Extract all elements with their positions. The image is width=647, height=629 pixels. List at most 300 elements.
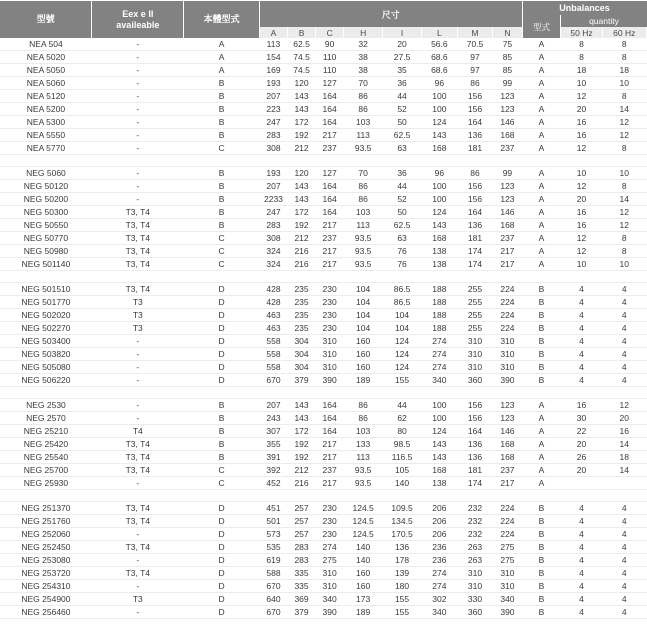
dim-h-cell: 160	[344, 580, 383, 593]
dim-m-cell: 255	[457, 322, 493, 335]
dim-a-cell: 169	[259, 64, 287, 77]
model-cell: NEA 5120	[0, 90, 92, 103]
dim-n-cell: 310	[493, 348, 522, 361]
dim-i-cell: 155	[383, 606, 422, 619]
dim-h-cell: 160	[344, 567, 383, 580]
dim-a-cell: 283	[259, 129, 287, 142]
dim-b-cell: 172	[288, 116, 316, 129]
dim-a-cell: 223	[259, 103, 287, 116]
unbalance-type-cell: B	[522, 361, 561, 374]
dim-a-cell: 2233	[259, 193, 287, 206]
spacer-cell	[184, 271, 260, 283]
dim-m-cell: 310	[457, 361, 493, 374]
qty-60hz-cell: 4	[602, 335, 646, 348]
dim-i-cell: 124	[383, 361, 422, 374]
dim-n-cell: 310	[493, 361, 522, 374]
dim-i-cell: 170.5	[383, 528, 422, 541]
dim-b-cell: 216	[288, 258, 316, 271]
spacer-cell	[493, 387, 522, 399]
model-cell: NEG 502270	[0, 322, 92, 335]
body-type-cell: B	[184, 193, 260, 206]
dim-b-cell: 304	[288, 361, 316, 374]
dim-m-cell: 164	[457, 206, 493, 219]
spacer-cell	[259, 271, 287, 283]
dim-i-cell: 62	[383, 412, 422, 425]
qty-50hz-cell: 22	[561, 425, 602, 438]
dim-n-cell: 99	[493, 167, 522, 180]
qty-50hz-cell: 16	[561, 399, 602, 412]
body-type-cell: A	[184, 38, 260, 51]
qty-50hz-cell: 16	[561, 129, 602, 142]
dim-n-cell: 310	[493, 580, 522, 593]
dim-a-cell: 535	[259, 541, 287, 554]
qty-60hz-cell: 4	[602, 374, 646, 387]
qty-50hz-cell: 30	[561, 412, 602, 425]
dim-b-cell: 335	[288, 580, 316, 593]
dim-n-cell: 275	[493, 541, 522, 554]
dim-l-cell: 236	[422, 541, 458, 554]
spec-table	[0, 1, 647, 619]
dim-b-cell: 120	[288, 167, 316, 180]
body-type-cell: C	[184, 232, 260, 245]
table-row	[0, 296, 647, 309]
eex-cell: T3, T4	[92, 567, 184, 580]
table-row	[0, 464, 647, 477]
dim-c-cell: 275	[316, 554, 344, 567]
dim-b-cell: 235	[288, 296, 316, 309]
dim-l-cell: 236	[422, 554, 458, 567]
eex-cell: -	[92, 193, 184, 206]
eex-cell: -	[92, 580, 184, 593]
spacer-cell	[522, 387, 561, 399]
unbalance-type-cell: A	[522, 451, 561, 464]
eex-cell: -	[92, 116, 184, 129]
qty-50hz-cell: 16	[561, 219, 602, 232]
dim-a-cell: 588	[259, 567, 287, 580]
spacer-cell	[561, 155, 602, 167]
body-type-cell: A	[184, 51, 260, 64]
dim-h-cell: 124.5	[344, 502, 383, 515]
dim-c-cell: 230	[316, 515, 344, 528]
dim-a-cell: 391	[259, 451, 287, 464]
unbalance-type-cell: A	[522, 438, 561, 451]
dim-n-cell: 123	[493, 399, 522, 412]
dim-c-cell: 164	[316, 103, 344, 116]
dim-n-cell: 123	[493, 103, 522, 116]
table-row	[0, 219, 647, 232]
unbalance-type-cell: A	[522, 167, 561, 180]
eex-cell: T3, T4	[92, 438, 184, 451]
unbalance-type-cell: A	[522, 232, 561, 245]
group-spacer	[0, 271, 647, 283]
table-row	[0, 593, 647, 606]
qty-60hz-cell: 8	[602, 232, 646, 245]
dim-a-cell: 558	[259, 335, 287, 348]
qty-60hz-cell: 12	[602, 116, 646, 129]
dim-n-cell: 310	[493, 335, 522, 348]
eex-cell: T3, T4	[92, 515, 184, 528]
dim-l-cell: 274	[422, 580, 458, 593]
eex-cell: -	[92, 180, 184, 193]
dim-a-cell: 501	[259, 515, 287, 528]
dim-m-cell: 174	[457, 477, 493, 490]
dim-c-cell: 217	[316, 219, 344, 232]
dim-a-cell: 573	[259, 528, 287, 541]
unbalance-type-cell: B	[522, 567, 561, 580]
unbalance-type-cell: B	[522, 348, 561, 361]
dim-l-cell: 188	[422, 322, 458, 335]
dim-i-cell: 27.5	[383, 51, 422, 64]
dim-l-cell: 100	[422, 180, 458, 193]
dim-i-cell: 155	[383, 374, 422, 387]
spacer-cell	[344, 490, 383, 502]
dim-i-cell: 136	[383, 541, 422, 554]
group-spacer	[0, 155, 647, 167]
dim-a-cell: 451	[259, 502, 287, 515]
qty-60hz-cell: 4	[602, 580, 646, 593]
dim-a-cell: 154	[259, 51, 287, 64]
dim-c-cell: 127	[316, 167, 344, 180]
spacer-cell	[184, 155, 260, 167]
dim-l-cell: 124	[422, 425, 458, 438]
dim-l-cell: 340	[422, 374, 458, 387]
unbalance-type-cell: B	[522, 515, 561, 528]
table-row	[0, 580, 647, 593]
spacer-cell	[316, 155, 344, 167]
table-row	[0, 309, 647, 322]
dim-h-cell: 104	[344, 309, 383, 322]
dim-l-cell: 340	[422, 606, 458, 619]
dim-m-cell: 360	[457, 606, 493, 619]
dim-h-cell: 86	[344, 412, 383, 425]
qty-50hz-cell: 4	[561, 593, 602, 606]
dim-i-cell: 63	[383, 232, 422, 245]
qty-50hz-cell: 4	[561, 322, 602, 335]
dim-i-cell: 76	[383, 245, 422, 258]
dim-b-cell: 235	[288, 322, 316, 335]
dim-h-cell: 70	[344, 167, 383, 180]
dim-col-header: N	[493, 27, 522, 38]
qty-60hz-cell: 4	[602, 309, 646, 322]
dim-a-cell: 324	[259, 245, 287, 258]
body-type-cell: A	[184, 64, 260, 77]
dim-l-cell: 96	[422, 77, 458, 90]
model-cell: NEG 25700	[0, 464, 92, 477]
dim-c-cell: 164	[316, 206, 344, 219]
spec-table-body	[0, 38, 647, 619]
spacer-cell	[493, 155, 522, 167]
eex-cell: T3, T4	[92, 283, 184, 296]
dim-a-cell: 558	[259, 348, 287, 361]
dim-b-cell: 235	[288, 283, 316, 296]
eex-cell: -	[92, 64, 184, 77]
dim-a-cell: 324	[259, 258, 287, 271]
dim-c-cell: 274	[316, 541, 344, 554]
dim-n-cell: 224	[493, 322, 522, 335]
eex-cell: -	[92, 335, 184, 348]
dim-i-cell: 52	[383, 193, 422, 206]
dim-m-cell: 136	[457, 219, 493, 232]
dim-c-cell: 390	[316, 374, 344, 387]
table-row	[0, 206, 647, 219]
spacer-cell	[522, 490, 561, 502]
dim-n-cell: 168	[493, 438, 522, 451]
body-type-cell: D	[184, 528, 260, 541]
dim-i-cell: 76	[383, 258, 422, 271]
table-row	[0, 399, 647, 412]
dim-a-cell: 283	[259, 219, 287, 232]
spacer-cell	[457, 490, 493, 502]
dim-c-cell: 390	[316, 606, 344, 619]
eex-header: Eex e II availeable	[92, 1, 184, 38]
dim-i-cell: 50	[383, 116, 422, 129]
body-type-cell: B	[184, 451, 260, 464]
dim-m-cell: 174	[457, 258, 493, 271]
dim-h-cell: 189	[344, 606, 383, 619]
eex-cell: -	[92, 103, 184, 116]
qty-50hz-cell: 16	[561, 116, 602, 129]
qty-60hz-cell: 8	[602, 90, 646, 103]
table-row	[0, 412, 647, 425]
dim-l-cell: 274	[422, 335, 458, 348]
unbalance-type-cell: A	[522, 90, 561, 103]
unbalance-type-cell: A	[522, 116, 561, 129]
dim-b-cell: 369	[288, 593, 316, 606]
dim-i-cell: 124	[383, 348, 422, 361]
dim-a-cell: 392	[259, 464, 287, 477]
table-row	[0, 322, 647, 335]
dim-h-cell: 133	[344, 438, 383, 451]
qty-60hz-cell: 10	[602, 167, 646, 180]
table-row	[0, 258, 647, 271]
dim-c-cell: 230	[316, 309, 344, 322]
spacer-cell	[92, 387, 184, 399]
unbalance-type-cell: B	[522, 541, 561, 554]
dim-n-cell: 390	[493, 374, 522, 387]
dim-n-cell: 85	[493, 51, 522, 64]
dim-b-cell: 212	[288, 142, 316, 155]
eex-cell: -	[92, 554, 184, 567]
dim-h-cell: 86	[344, 103, 383, 116]
spacer-cell	[288, 490, 316, 502]
dim-col-header: M	[457, 27, 493, 38]
dim-a-cell: 247	[259, 206, 287, 219]
spacer-cell	[184, 387, 260, 399]
dim-c-cell: 230	[316, 283, 344, 296]
qty-60hz-cell	[602, 477, 646, 490]
spacer-cell	[92, 155, 184, 167]
unbalance-type-cell: B	[522, 283, 561, 296]
body-type-cell: D	[184, 515, 260, 528]
group-spacer	[0, 387, 647, 399]
dim-c-cell: 230	[316, 322, 344, 335]
table-row	[0, 425, 647, 438]
unbalance-type-cell: A	[522, 425, 561, 438]
eex-cell: T3, T4	[92, 451, 184, 464]
dim-m-cell: 156	[457, 412, 493, 425]
unbalance-type-cell: A	[522, 193, 561, 206]
dim-n-cell: 217	[493, 245, 522, 258]
unbalance-type-cell: A	[522, 464, 561, 477]
body-type-cell: B	[184, 90, 260, 103]
table-row	[0, 374, 647, 387]
spacer-cell	[0, 271, 92, 283]
spacer-cell	[422, 271, 458, 283]
dim-a-cell: 247	[259, 116, 287, 129]
dim-c-cell: 217	[316, 438, 344, 451]
model-cell: NEG 251760	[0, 515, 92, 528]
dim-h-cell: 104	[344, 322, 383, 335]
dim-a-cell: 463	[259, 309, 287, 322]
qty-50hz-cell: 12	[561, 142, 602, 155]
dim-h-cell: 93.5	[344, 464, 383, 477]
dim-n-cell: 168	[493, 129, 522, 142]
dim-l-cell: 188	[422, 309, 458, 322]
dim-h-cell: 104	[344, 283, 383, 296]
model-cell: NEG 50300	[0, 206, 92, 219]
qty-50hz-cell: 4	[561, 502, 602, 515]
spacer-cell	[457, 271, 493, 283]
unbalances-header: Unbalances	[522, 1, 646, 15]
dim-m-cell: 136	[457, 451, 493, 464]
table-row	[0, 180, 647, 193]
dim-m-cell: 310	[457, 348, 493, 361]
eex-cell: -	[92, 477, 184, 490]
spacer-cell	[422, 490, 458, 502]
dim-m-cell: 156	[457, 103, 493, 116]
table-row	[0, 232, 647, 245]
dim-m-cell: 70.5	[457, 38, 493, 51]
model-cell: NEA 5770	[0, 142, 92, 155]
dim-i-cell: 44	[383, 180, 422, 193]
table-row	[0, 283, 647, 296]
dim-b-cell: 212	[288, 464, 316, 477]
model-cell: NEG 2570	[0, 412, 92, 425]
qty-60hz-cell: 4	[602, 593, 646, 606]
eex-cell: -	[92, 361, 184, 374]
dim-a-cell: 670	[259, 580, 287, 593]
model-cell: NEG 501510	[0, 283, 92, 296]
dim-i-cell: 50	[383, 206, 422, 219]
body-type-cell: D	[184, 567, 260, 580]
dim-c-cell: 164	[316, 399, 344, 412]
eex-cell: -	[92, 38, 184, 51]
body-type-cell: D	[184, 283, 260, 296]
dim-b-cell: 379	[288, 606, 316, 619]
model-cell: NEA 5050	[0, 64, 92, 77]
qty-60hz-cell: 14	[602, 103, 646, 116]
model-cell: NEG 251370	[0, 502, 92, 515]
qty-60hz-cell: 14	[602, 193, 646, 206]
model-cell: NEG 50200	[0, 193, 92, 206]
dim-l-cell: 138	[422, 477, 458, 490]
dim-c-cell: 237	[316, 232, 344, 245]
body-type-cell: D	[184, 554, 260, 567]
body-type-cell: C	[184, 245, 260, 258]
dim-c-cell: 164	[316, 412, 344, 425]
dim-l-cell: 100	[422, 399, 458, 412]
dim-c-cell: 230	[316, 528, 344, 541]
dim-m-cell: 86	[457, 77, 493, 90]
model-cell: NEG 50550	[0, 219, 92, 232]
quantity-header: quantity	[561, 15, 647, 27]
dim-h-cell: 140	[344, 541, 383, 554]
spacer-cell	[383, 387, 422, 399]
dim-c-cell: 237	[316, 464, 344, 477]
eex-cell: -	[92, 528, 184, 541]
qty-50hz-cell: 10	[561, 167, 602, 180]
spacer-cell	[383, 155, 422, 167]
dim-l-cell: 143	[422, 219, 458, 232]
dim-c-cell: 127	[316, 77, 344, 90]
eex-cell: T3	[92, 593, 184, 606]
eex-cell: -	[92, 374, 184, 387]
dim-a-cell: 670	[259, 606, 287, 619]
unbalance-type-cell: A	[522, 38, 561, 51]
dim-l-cell: 68.6	[422, 64, 458, 77]
dim-i-cell: 104	[383, 322, 422, 335]
table-row	[0, 51, 647, 64]
dim-n-cell: 146	[493, 425, 522, 438]
dim-a-cell: 428	[259, 283, 287, 296]
qty-50hz-cell	[561, 477, 602, 490]
table-row	[0, 103, 647, 116]
dim-i-cell: 98.5	[383, 438, 422, 451]
dim-l-cell: 168	[422, 464, 458, 477]
unbalance-type-cell: B	[522, 593, 561, 606]
body-type-cell: D	[184, 606, 260, 619]
spacer-cell	[92, 490, 184, 502]
dim-a-cell: 207	[259, 90, 287, 103]
spacer-cell	[184, 490, 260, 502]
qty-50hz-cell: 4	[561, 515, 602, 528]
dim-h-cell: 93.5	[344, 258, 383, 271]
dim-m-cell: 330	[457, 593, 493, 606]
dim-b-cell: 172	[288, 425, 316, 438]
dim-b-cell: 143	[288, 103, 316, 116]
qty-50hz-cell: 16	[561, 206, 602, 219]
spacer-cell	[602, 387, 646, 399]
unbalance-type-cell: A	[522, 142, 561, 155]
table-row	[0, 38, 647, 51]
dim-h-cell: 124.5	[344, 515, 383, 528]
model-cell: NEG 25420	[0, 438, 92, 451]
qty-60hz-cell: 16	[602, 425, 646, 438]
dim-m-cell: 255	[457, 309, 493, 322]
dim-i-cell: 180	[383, 580, 422, 593]
freq-col-header: 60 Hz	[602, 27, 646, 38]
spacer-cell	[316, 271, 344, 283]
spacer-cell	[288, 271, 316, 283]
spacer-cell	[288, 387, 316, 399]
dim-l-cell: 206	[422, 528, 458, 541]
qty-50hz-cell: 4	[561, 296, 602, 309]
spacer-cell	[493, 490, 522, 502]
dim-a-cell: 452	[259, 477, 287, 490]
table-row	[0, 477, 647, 490]
dim-l-cell: 138	[422, 245, 458, 258]
dim-h-cell: 103	[344, 206, 383, 219]
dim-n-cell: 85	[493, 64, 522, 77]
dim-b-cell: 192	[288, 219, 316, 232]
dim-m-cell: 97	[457, 51, 493, 64]
qty-50hz-cell: 4	[561, 567, 602, 580]
dim-i-cell: 86.5	[383, 296, 422, 309]
dim-i-cell: 124	[383, 335, 422, 348]
qty-50hz-cell: 12	[561, 180, 602, 193]
table-row	[0, 361, 647, 374]
eex-cell: T3	[92, 309, 184, 322]
